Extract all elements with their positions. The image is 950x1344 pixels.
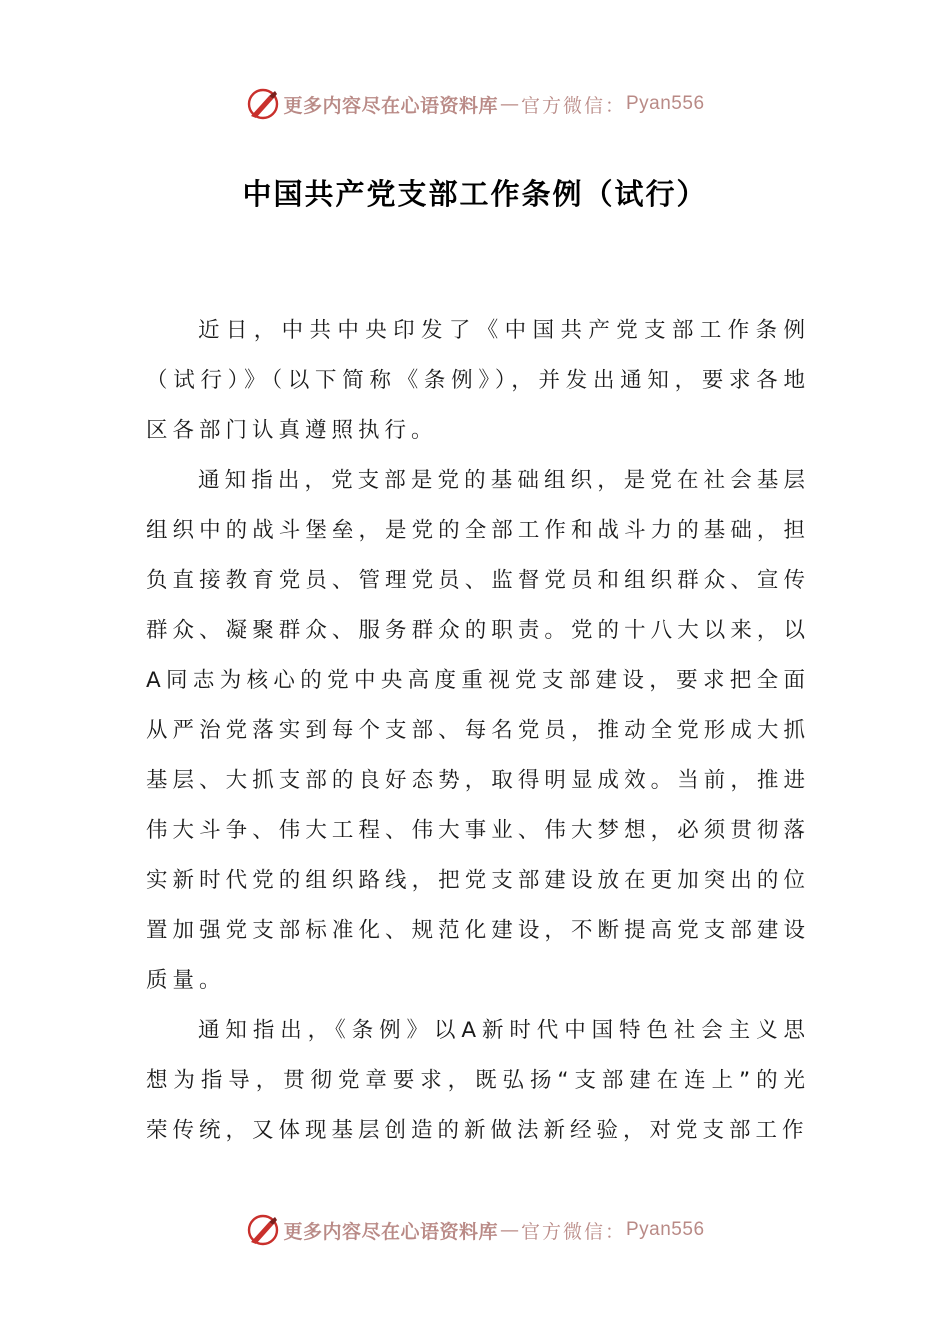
- watermark-text: 更多内容尽在心语资料库: [283, 1220, 498, 1243]
- paragraph: 通知指出，党支部是党的基础组织，是党在社会基层组织中的战斗堡垒，是党的全部工作和战斗力的基础，担负直接教育党员、管理党员、监督党员和组织群众、宣传群众、凝聚群众、服务群众的职责。党的十八大以来，以A同志为核心的党中央高度重视党支部建设，要求把全面从严治党落实到每个支部、每名党员，推动全党形成大抓基层、大抓支部的良好态势，取得明显成效。当前，推进伟大斗争、伟大工程、伟大事业、伟大梦想，必须贯彻落实新时代党的组织路线，把党支部建设放在更加突出的位置加强党支部标准化、规范化建设，不断提高党支部建设质量。: [146, 468, 810, 993]
- pen-logo-icon: [245, 1212, 281, 1248]
- header-watermark: [0, 84, 950, 124]
- watermark-wechat-id: Pyan556: [626, 93, 705, 114]
- footer-watermark: [0, 1210, 950, 1250]
- document-body: [146, 306, 810, 1156]
- watermark-wechat-id: Pyan556: [626, 1219, 705, 1240]
- watermark-wechat-label: 官方微信：: [520, 94, 626, 117]
- watermark-dash: —: [499, 93, 519, 115]
- watermark-wechat-label: 官方微信：: [520, 1220, 626, 1243]
- watermark-text: 更多内容尽在心语资料库: [283, 94, 498, 117]
- watermark-dash: —: [499, 1219, 519, 1241]
- paragraph: 通知指出，《条例》以A新时代中国特色社会主义思想为指导，贯彻党章要求，既弘扬“支部建在连上”的光荣传统，又体现基层创造的新做法新经验，对党支部工作: [146, 1018, 810, 1143]
- paragraph: 近日，中共中央印发了《中国共产党支部工作条例（试行）》（以下简称《条例》），并发出通知，要求各地区各部门认真遵照执行。: [146, 318, 810, 443]
- pen-logo-icon: [245, 86, 281, 122]
- document-title: 中国共产党支部工作条例（试行）: [242, 177, 708, 211]
